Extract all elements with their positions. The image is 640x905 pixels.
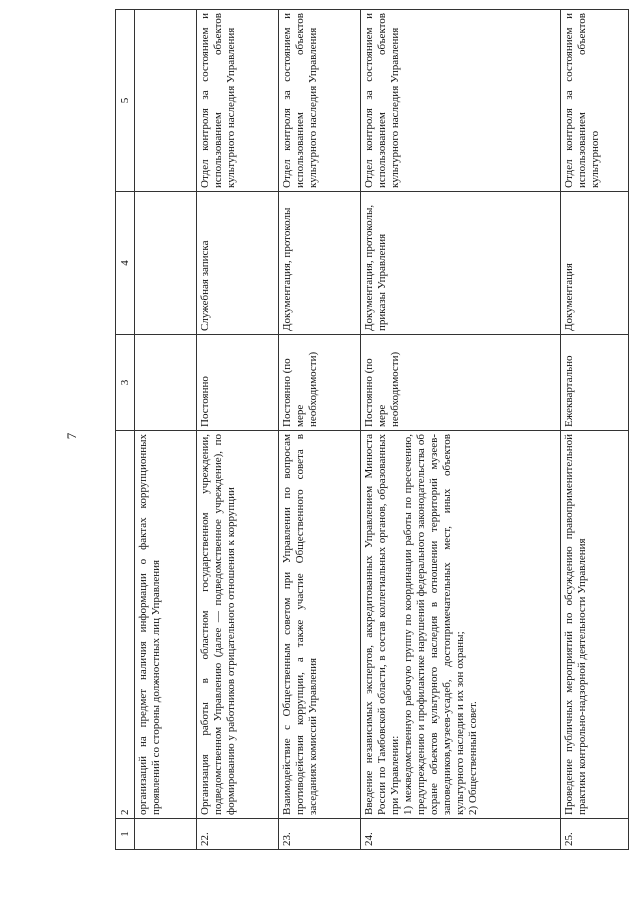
rotated-table-wrapper [115,13,623,850]
column-header-3: 3 [116,335,135,431]
table-header-row [116,10,135,850]
document-cell: Документация, протоколы [279,192,361,335]
responsible-cell: Отдел контроля за состоянием и использованием объектов культурного наследия Управления [361,10,561,192]
measures-table [115,9,629,850]
table-row [561,10,629,850]
term-cell: Постоянно (по мере необходимости) [279,335,361,431]
row-number: 23. [279,819,361,850]
column-header-2: 2 [116,431,135,819]
responsible-cell: Отдел контроля за состоянием и использованием объектов культурного [561,10,629,192]
term-cell [135,335,197,431]
column-header-1: 1 [116,819,135,850]
term-cell: Ежеквартально [561,335,629,431]
table-row [279,10,361,850]
row-number: 22. [197,819,279,850]
document-cell: Служебная записка [197,192,279,335]
table-row [135,10,197,850]
column-header-4: 4 [116,192,135,335]
page-number: 7 [64,432,79,440]
row-number [135,819,197,850]
measure-paragraph: 1) межведомственную рабочую группу по координации работы по пресечению, предупреждению и профилактике нарушений федерального законодательства об охране объектов культурного наследия в отношении территорий музеев-заповедников,музеев-усадеб, достопримечательных мест, иных объектов культурного наследия и их зон охраны; [402,434,466,815]
measure-cell: Проведение публичных мероприятий по обсуждению правоприменительной практики контрольно-надзорной деятельности Управления [561,431,629,819]
row-number: 24. [361,819,561,850]
table-row [361,10,561,850]
row-number: 25. [561,819,629,850]
term-cell: Постоянно [197,335,279,431]
measure-paragraph: 2) Общественный совет. [467,701,479,815]
table-row [197,10,279,850]
responsible-cell [135,10,197,192]
measure-paragraph: Введение независимых экспертов, аккредитованных Управлением Минюста России по Тамбовской области, в состав коллегиальных органов, образованных при Управлении: [363,434,401,815]
term-cell: Постоянно (по мере необходимости) [361,335,561,431]
responsible-cell: Отдел контроля за состоянием и использованием объектов культурного наследия Управления [279,10,361,192]
document-cell [135,192,197,335]
measure-cell: Организация работы в областном государственном учреждении, подведомственном Управлению (далее — подведомственное учреждение), по формированию у работников отрицательного отношения к коррупции [197,431,279,819]
measure-cell: организаций на предмет наличия информации о фактах коррупционных проявлений со стороны должностных лиц Управления [135,431,197,819]
measure-cell [361,431,561,819]
column-header-5: 5 [116,10,135,192]
document-cell: Документация [561,192,629,335]
responsible-cell: Отдел контроля за состоянием и использованием объектов культурного наследия Управления [197,10,279,192]
measure-cell: Взаимодействие с Общественным советом при Управлении по вопросам противодействия коррупции, а также участие Общественного совета в заседаниях комиссий Управления [279,431,361,819]
document-cell: Документация, протоколы, приказы Управления [361,192,561,335]
